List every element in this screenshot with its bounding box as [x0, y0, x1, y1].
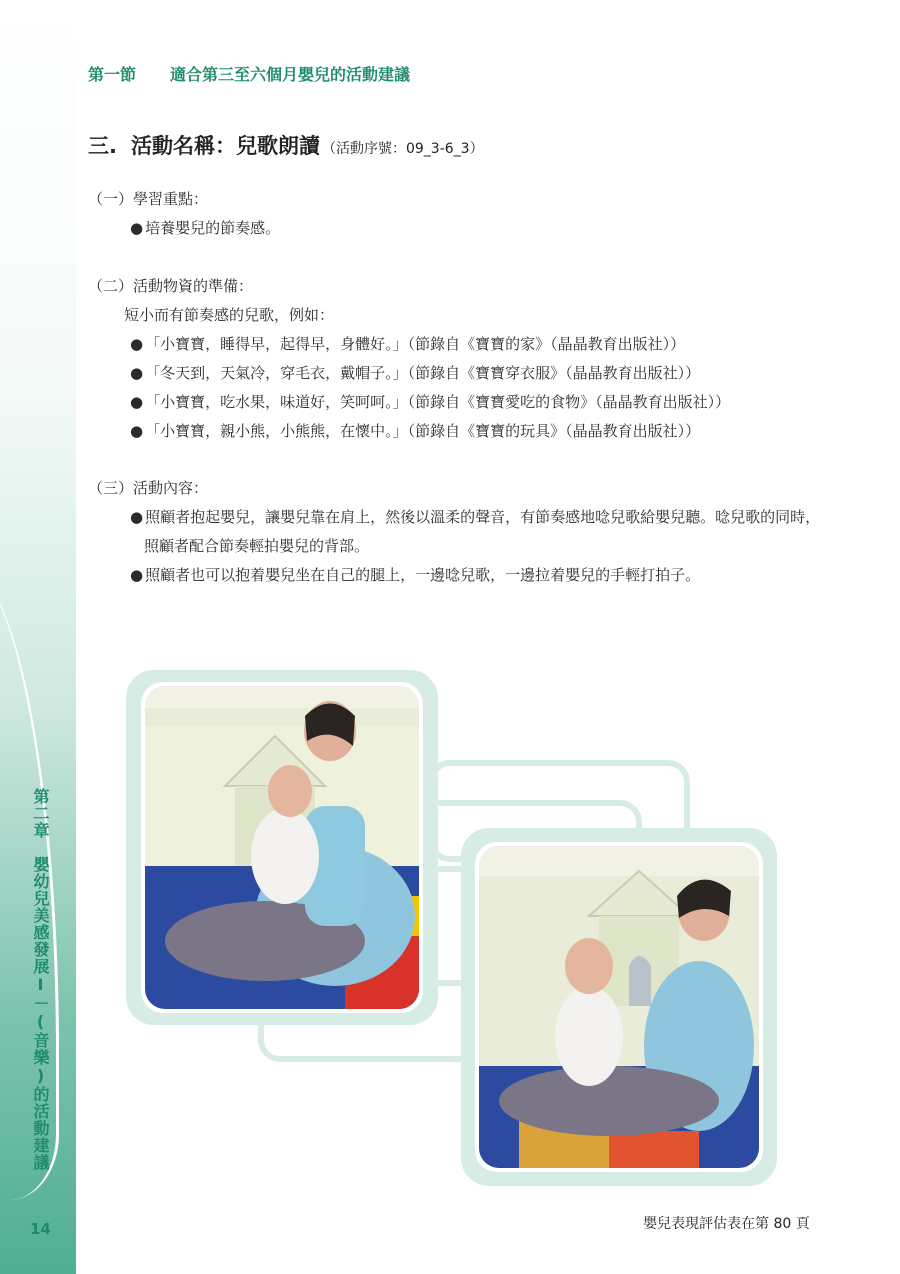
list-item [88, 417, 730, 446]
bullet-icon: ● [130, 508, 144, 526]
content-section [88, 474, 824, 590]
content-heading: （三）活動內容： [88, 479, 209, 497]
learning-focus-item: 培養嬰兒的節奏感。 [145, 219, 281, 237]
page-number: 14 [30, 1220, 51, 1238]
material-item: 「冬天到，天氣冷，穿毛衣，戴帽子。」（節錄自《寶寶穿衣服》（晶晶教育出版社）） [145, 364, 701, 382]
bullet-icon: ● [130, 566, 144, 584]
photo-caregiver-holding-baby-on-shoulder [145, 686, 419, 1009]
learning-focus-heading: （一）學習重點： [88, 190, 209, 208]
photo-border [141, 682, 423, 1013]
chapter-side-tab: 第二章 嬰幼兒美感發展I－(音樂)的活動建議 [31, 788, 50, 1171]
list-item [88, 214, 280, 243]
activity-name: 活動名稱：兒歌朗讀 [130, 134, 320, 158]
material-item: 「小寶寶，睡得早，起得早，身體好。」（節錄自《寶寶的家》（晶晶教育出版社）） [145, 335, 686, 353]
learning-focus-section [88, 185, 280, 243]
photo-frame [126, 670, 438, 1025]
photo-border [475, 842, 763, 1172]
section-header [88, 62, 410, 85]
content-item: 照顧者也可以抱着嬰兒坐在自己的腿上，一邊唸兒歌，一邊拉着嬰兒的手輕打拍子。 [145, 566, 701, 584]
section-label: 第一節 [88, 65, 137, 84]
bullet-icon: ● [130, 219, 144, 237]
photo-frame [461, 828, 777, 1186]
materials-heading: （二）活動物資的準備： [88, 277, 254, 295]
list-item [88, 503, 824, 561]
list-item [88, 359, 730, 388]
bullet-icon: ● [130, 335, 144, 353]
bullet-icon: ● [130, 422, 144, 440]
materials-section [88, 272, 730, 446]
bullet-icon: ● [130, 393, 144, 411]
bullet-icon: ● [130, 364, 144, 382]
content-item: 照顧者抱起嬰兒，讓嬰兒靠在肩上，然後以溫柔的聲音，有節奏感地唸兒歌給嬰兒聽。唸兒歌的同時，照顧者配合節奏輕拍嬰兒的背部。 [144, 508, 821, 555]
activity-number: 三. [88, 134, 117, 158]
section-title: 適合第三至六個月嬰兒的活動建議 [170, 65, 411, 84]
materials-intro: 短小而有節奏感的兒歌，例如： [124, 306, 335, 324]
assessment-page-note: 嬰兒表現評估表在第 80 頁 [643, 1216, 810, 1232]
photo-baby-sitting-on-caregiver-lap [479, 846, 759, 1168]
activity-title [88, 130, 484, 160]
list-item [88, 388, 730, 417]
list-item [88, 330, 730, 359]
material-item: 「小寶寶，吃水果，味道好，笑呵呵。」（節錄自《寶寶愛吃的食物》（晶晶教育出版社）） [145, 393, 731, 411]
list-item [88, 561, 824, 590]
activity-code: （活動序號：09_3-6_3） [321, 141, 484, 157]
material-item: 「小寶寶，親小熊，小熊熊，在懷中。」（節錄自《寶寶的玩具》（晶晶教育出版社）） [145, 422, 701, 440]
